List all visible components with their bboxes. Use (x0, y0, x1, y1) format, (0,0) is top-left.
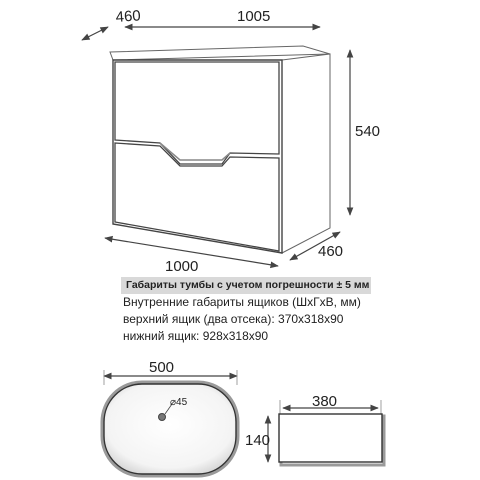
cabinet-side (282, 54, 330, 253)
cabinet-drawing (110, 46, 330, 253)
lower-drawer-dims: нижний ящик: 928х318х90 (123, 329, 269, 343)
drain-hole (159, 414, 166, 421)
dim-side-width: 380 (312, 393, 338, 410)
basin-top-view (102, 359, 238, 476)
dim-depth-top: 460 (115, 7, 142, 26)
basin-side-view (245, 393, 384, 465)
specs-block (121, 277, 371, 345)
dim-width-bottom: 1000 (165, 258, 199, 275)
dim-height: 540 (355, 123, 381, 140)
basin-side-body (279, 414, 382, 462)
inner-dims-heading: Внутренние габариты ящиков (ШхГхВ, мм) (123, 295, 361, 309)
drain-diameter-label: ⌀45 (170, 397, 188, 408)
dim-line-depth-top (82, 27, 108, 40)
dim-basin-width: 500 (149, 359, 175, 376)
dim-side-height: 140 (245, 432, 271, 449)
dim-width-top: 1005 (237, 8, 271, 25)
tolerance-banner: Габариты тумбы с учетом погрешности ± 5 мм (121, 277, 371, 294)
dim-depth-bottom: 460 (318, 243, 344, 260)
upper-drawer-dims: верхний ящик (два отсека): 370х318х90 (123, 312, 344, 326)
